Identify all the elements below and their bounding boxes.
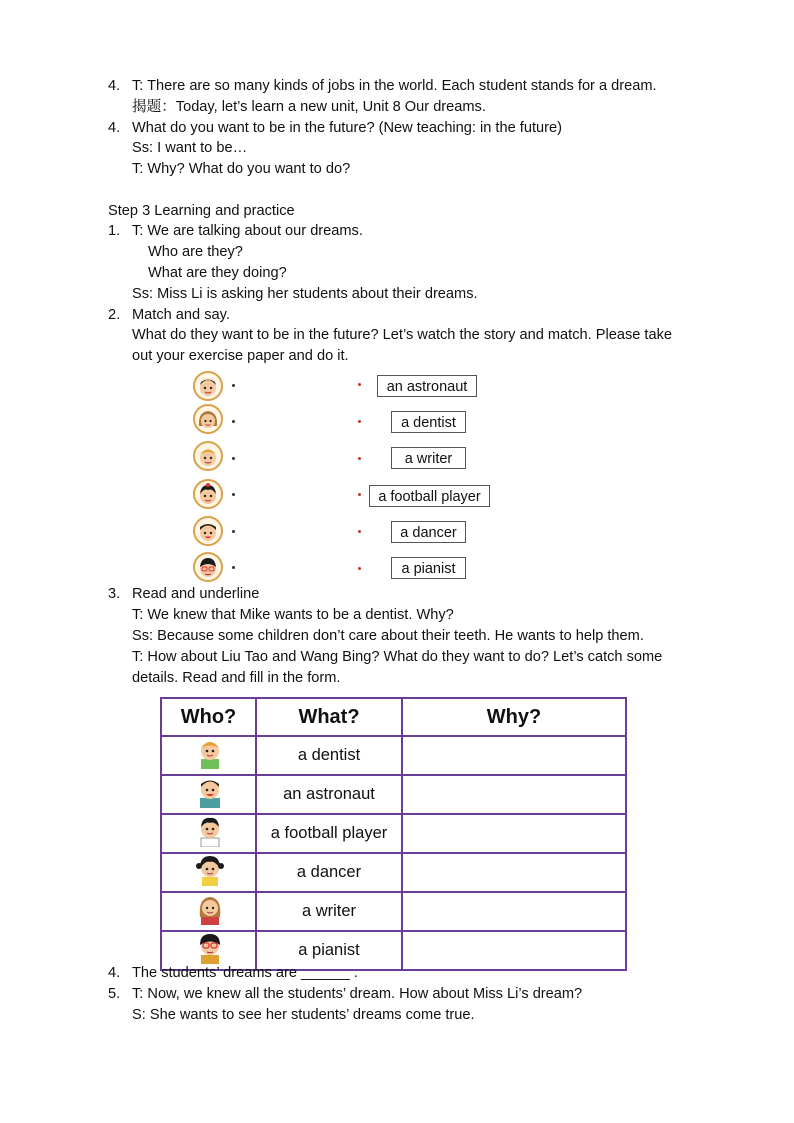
paragraph-line: S: She wants to see her students’ dreams come true. — [132, 1007, 475, 1023]
student-avatar — [193, 441, 223, 471]
paragraph-line: Ss: Miss Li is asking her students about their dreams. — [132, 286, 478, 302]
match-dot-right[interactable] — [358, 383, 361, 386]
why-cell[interactable] — [402, 814, 626, 853]
student-avatar — [189, 815, 229, 852]
match-dot-right[interactable] — [358, 567, 361, 570]
why-cell[interactable] — [402, 736, 626, 775]
match-dot-left[interactable] — [232, 530, 235, 533]
student-avatar — [193, 552, 223, 582]
item-number: 4. — [108, 965, 121, 981]
paragraph-line: What do they want to be in the future? Let’s watch the story and match. Please take — [132, 327, 673, 343]
paragraph-line: Read and underline — [132, 586, 260, 602]
item-number: 4. — [108, 78, 121, 94]
match-dot-right[interactable] — [358, 420, 361, 423]
paragraph-line: T: Why? What do you want to do? — [132, 161, 351, 177]
job-box: a dancer — [391, 521, 466, 543]
table-row — [161, 814, 626, 853]
header-what: What? — [256, 698, 402, 736]
student-avatar — [193, 404, 223, 434]
paragraph-line: T: Now, we knew all the students’ dream. How about Miss Li’s dream? — [132, 986, 583, 1002]
why-cell[interactable] — [402, 775, 626, 814]
paragraph-line: T: There are so many kinds of jobs in the world. Each student stands for a dream. — [132, 78, 657, 94]
who-cell — [161, 892, 256, 931]
student-avatar — [189, 737, 229, 774]
what-cell: a dentist — [256, 736, 402, 775]
match-dot-left[interactable] — [232, 493, 235, 496]
student-avatar — [189, 893, 229, 930]
who-cell — [161, 814, 256, 853]
paragraph-line: Ss: Because some children don’t care about their teeth. He wants to help them. — [132, 628, 644, 644]
match-dot-left[interactable] — [232, 566, 235, 569]
table-row — [161, 775, 626, 814]
student-avatar — [193, 479, 223, 509]
paragraph-line: The students’ dreams are ______ . — [132, 965, 358, 981]
paragraph-line: Ss: I want to be… — [132, 140, 248, 156]
step-heading: Step 3 Learning and practice — [108, 203, 295, 219]
paragraph-line: 揭题：Today, let’s learn a new unit, Unit 8 Our dreams. — [132, 99, 486, 115]
student-avatar — [193, 371, 223, 401]
what-cell: a writer — [256, 892, 402, 931]
item-number: 3. — [108, 586, 121, 602]
item-number: 2. — [108, 307, 121, 323]
paragraph-line: T: We are talking about our dreams. — [132, 223, 363, 239]
paragraph-line: Match and say. — [132, 307, 230, 323]
who-cell — [161, 853, 256, 892]
match-dot-right[interactable] — [358, 493, 361, 496]
what-cell: a football player — [256, 814, 402, 853]
job-box: a writer — [391, 447, 466, 469]
table-row — [161, 736, 626, 775]
match-dot-left[interactable] — [232, 457, 235, 460]
match-dot-left[interactable] — [232, 384, 235, 387]
paragraph-line: out your exercise paper and do it. — [132, 348, 349, 364]
paragraph-line: What do you want to be in the future? (New teaching: in the future) — [132, 120, 562, 136]
header-who: Who? — [161, 698, 256, 736]
why-cell[interactable] — [402, 931, 626, 970]
who-cell — [161, 775, 256, 814]
paragraph-line: Who are they? — [148, 244, 243, 260]
table-row — [161, 892, 626, 931]
job-box: a football player — [369, 485, 490, 507]
fill-in-form-table — [160, 697, 627, 971]
student-avatar — [189, 854, 229, 891]
paragraph-line: T: How about Liu Tao and Wang Bing? What do they want to do? Let’s catch some — [132, 649, 663, 665]
why-cell[interactable] — [402, 892, 626, 931]
job-box: an astronaut — [377, 375, 477, 397]
item-number: 5. — [108, 986, 121, 1002]
item-number: 4. — [108, 120, 121, 136]
who-cell — [161, 736, 256, 775]
match-dot-left[interactable] — [232, 420, 235, 423]
what-cell: a dancer — [256, 853, 402, 892]
what-cell: an astronaut — [256, 775, 402, 814]
job-box: a pianist — [391, 557, 466, 579]
paragraph-line: details. Read and fill in the form. — [132, 670, 341, 686]
match-dot-right[interactable] — [358, 457, 361, 460]
student-avatar — [189, 776, 229, 813]
paragraph-line: T: We knew that Mike wants to be a dentist. Why? — [132, 607, 454, 623]
student-avatar — [193, 516, 223, 546]
table-row — [161, 853, 626, 892]
what-cell: a pianist — [256, 931, 402, 970]
item-number: 1. — [108, 223, 121, 239]
header-why: Why? — [402, 698, 626, 736]
why-cell[interactable] — [402, 853, 626, 892]
paragraph-line: What are they doing? — [148, 265, 287, 281]
job-box: a dentist — [391, 411, 466, 433]
match-dot-right[interactable] — [358, 530, 361, 533]
